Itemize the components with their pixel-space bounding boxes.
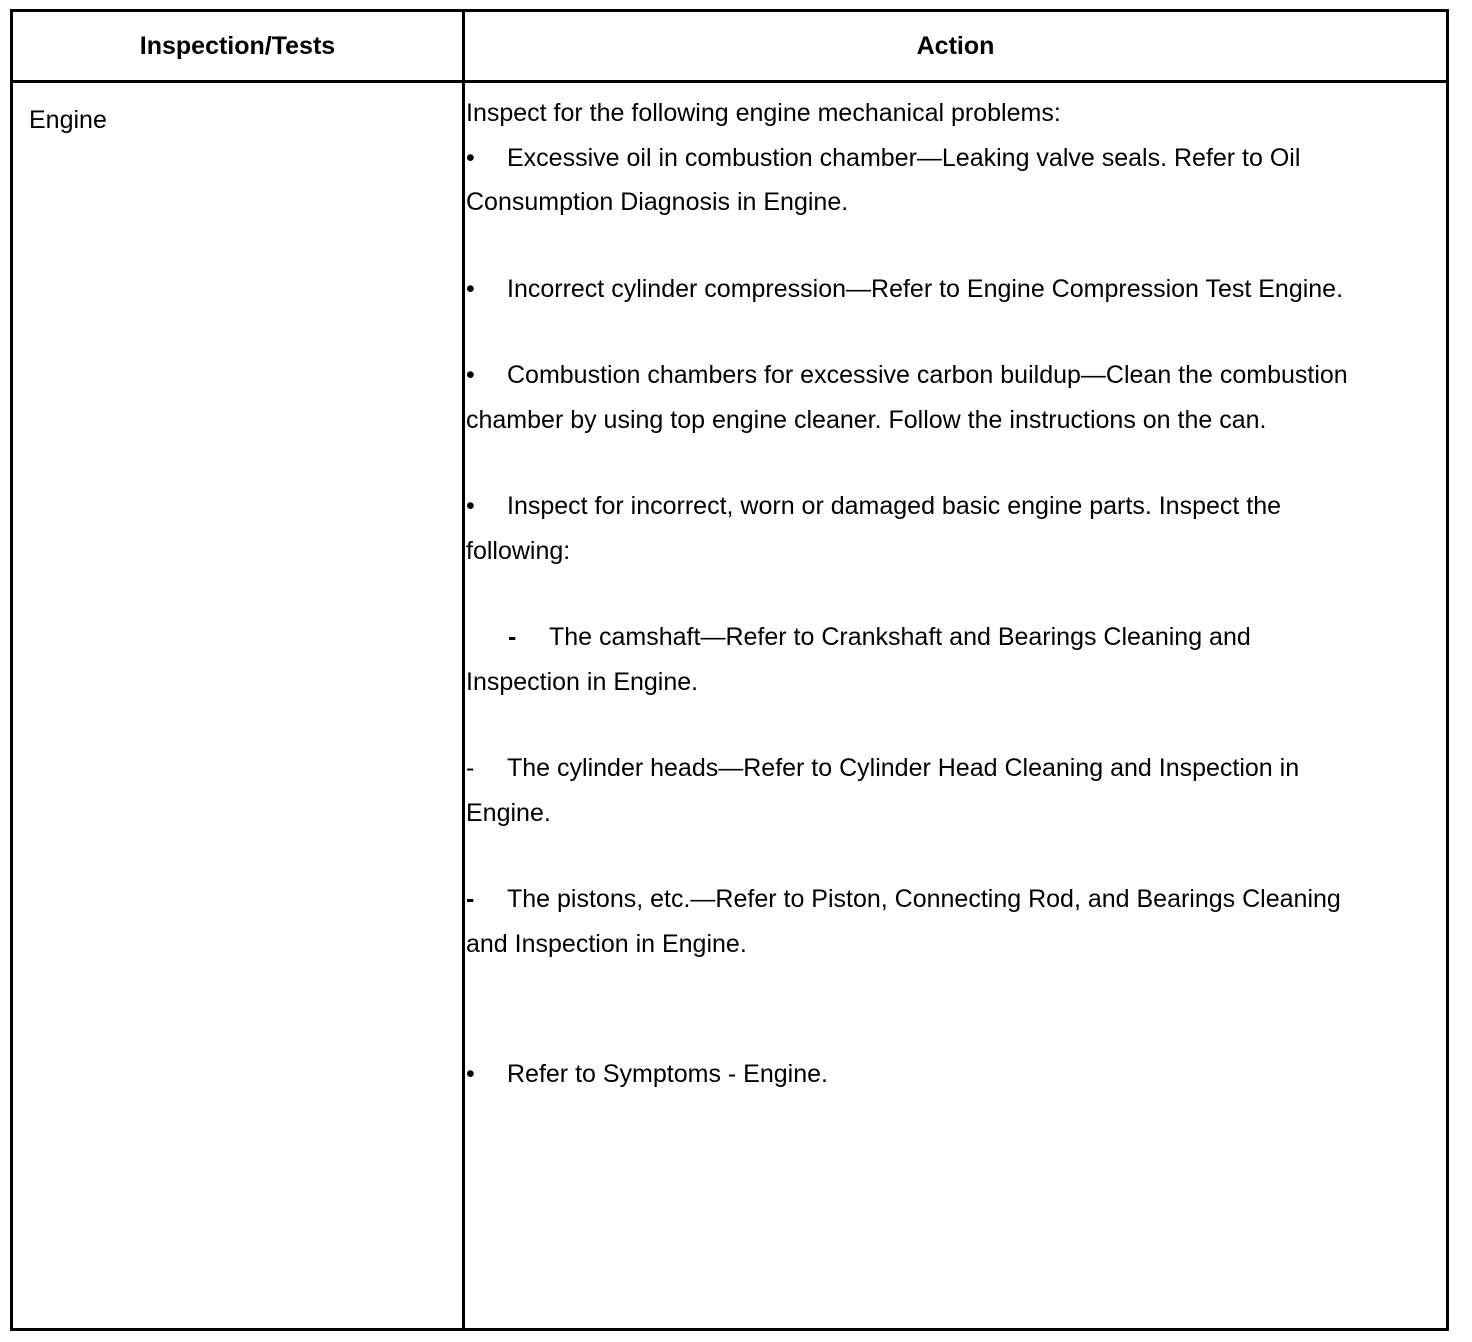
dash-marker: -: [508, 623, 517, 651]
list-item-text: Inspect for incorrect, worn or damaged basic engine parts. Inspect the following:: [466, 492, 1282, 565]
list-item: [466, 615, 1356, 704]
action-intro: Inspect for the following engine mechanical problems:: [466, 99, 1061, 127]
list-item-text: The cylinder heads—Refer to Cylinder Head Cleaning and Inspection in Engine.: [466, 754, 1300, 827]
bullet-marker: •: [466, 143, 475, 172]
bullet-marker: •: [466, 361, 475, 389]
list-item: [466, 877, 1356, 966]
list-item: [466, 746, 1356, 835]
list-item-text: Combustion chambers for excessive carbon buildup—Clean the combustion chamber by using top engine cleaner. Follow the instructions on the can.: [466, 361, 1348, 434]
list-item: [466, 1052, 1356, 1097]
list-item-text: The pistons, etc.—Refer to Piston, Connecting Rod, and Bearings Cleaning and Inspection in Engine.: [466, 885, 1341, 958]
inspection-cell: Engine: [29, 106, 107, 134]
bullet-marker: •: [466, 274, 475, 303]
header-divider: [13, 80, 1446, 83]
list-item: [466, 267, 1356, 312]
bullet-marker: •: [466, 492, 475, 520]
list-item-text: The camshaft—Refer to Crankshaft and Bearings Cleaning and Inspection in Engine.: [466, 623, 1251, 696]
bullet-marker: •: [466, 1060, 475, 1088]
dash-marker: -: [466, 754, 475, 782]
list-item-text: Incorrect cylinder compression—Refer to Engine Compression Test Engine.: [507, 274, 1344, 303]
column-divider: [462, 12, 465, 1328]
header-inspection-tests: Inspection/Tests: [139, 31, 336, 60]
list-item: [466, 136, 1356, 225]
list-item: [466, 353, 1356, 442]
list-item: [466, 484, 1356, 573]
action-cell: [466, 91, 1356, 1139]
header-action: Action: [916, 31, 995, 60]
dash-marker: -: [466, 885, 475, 913]
list-item-text: Excessive oil in combustion chamber—Leaking valve seals. Refer to Oil Consumption Diagnosis in Engine.: [466, 143, 1301, 216]
list-item-text: Refer to Symptoms - Engine.: [507, 1060, 828, 1088]
